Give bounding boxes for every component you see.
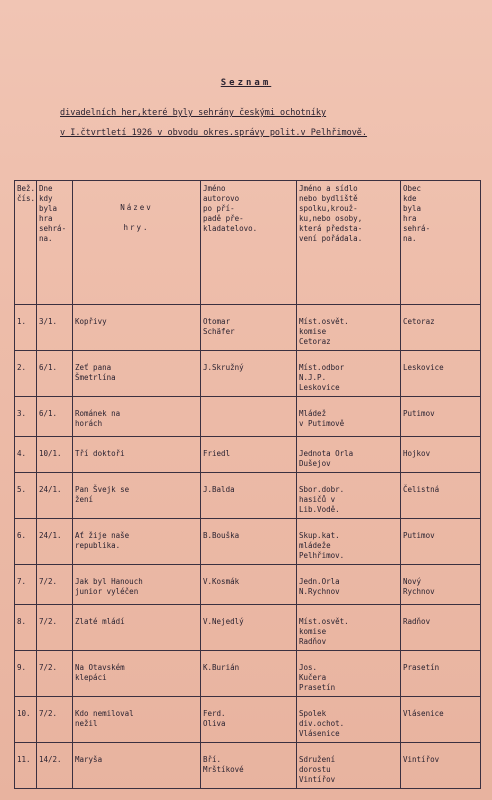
cell-society: Skup.kat. mládeže Pelhřimov. <box>297 519 401 565</box>
cell-author: J.Skružný <box>201 351 297 397</box>
cell-play-name: Zeť pana Šmetrlína <box>73 351 201 397</box>
cell-play-name: Na Otavském klepáci <box>73 651 201 697</box>
cell-date: 6/1. <box>37 397 73 437</box>
cell-number: 4. <box>15 437 37 473</box>
cell-date: 10/1. <box>37 437 73 473</box>
cell-author: V.Kosmák <box>201 565 297 605</box>
cell-place: Čelistná <box>401 473 481 519</box>
cell-play-name: Maryša <box>73 743 201 789</box>
cell-play-name: Tří doktoři <box>73 437 201 473</box>
cell-date: 7/2. <box>37 605 73 651</box>
cell-number: 5. <box>15 473 37 519</box>
cell-place: Vlásenice <box>401 697 481 743</box>
cell-author: Friedl <box>201 437 297 473</box>
cell-number: 1. <box>15 305 37 351</box>
header-play-name: Název hry. <box>73 181 201 305</box>
cell-society: Jedn.Orla N.Rychnov <box>297 565 401 605</box>
cell-place: Prasetín <box>401 651 481 697</box>
cell-society: Mládež v Putimově <box>297 397 401 437</box>
table-row <box>15 651 481 697</box>
cell-number: 9. <box>15 651 37 697</box>
cell-author: K.Burián <box>201 651 297 697</box>
cell-author: B.Bouška <box>201 519 297 565</box>
cell-society: Sbor.dobr. hasičů v Lib.Vodě. <box>297 473 401 519</box>
cell-number: 2. <box>15 351 37 397</box>
cell-date: 7/2. <box>37 651 73 697</box>
header-author: Jméno autorovo po pří- padě pře- kladatelovo. <box>201 181 297 305</box>
header-place: Obec kde byla hra sehrá- na. <box>401 181 481 305</box>
cell-author: J.Balda <box>201 473 297 519</box>
cell-place: Vintířov <box>401 743 481 789</box>
document-title: Seznam <box>220 78 272 88</box>
cell-play-name: Kdo nemiloval nežil <box>73 697 201 743</box>
cell-society: Míst.odbor N.J.P. Leskovice <box>297 351 401 397</box>
cell-play-name: Zlaté mládí <box>73 605 201 651</box>
cell-author: V.Nejedlý <box>201 605 297 651</box>
cell-number: 3. <box>15 397 37 437</box>
cell-society: Míst.osvět. komise Cetoraz <box>297 305 401 351</box>
cell-date: 24/1. <box>37 473 73 519</box>
table-row <box>15 519 481 565</box>
header-date: Dne kdy byla hra sehrá- na. <box>37 181 73 305</box>
cell-author: Bří. Mrštíkové <box>201 743 297 789</box>
cell-number: 11. <box>15 743 37 789</box>
table-row <box>15 305 481 351</box>
table-row <box>15 565 481 605</box>
cell-author: Otomar Schäfer <box>201 305 297 351</box>
table-row <box>15 351 481 397</box>
cell-number: 8. <box>15 605 37 651</box>
table-row <box>15 397 481 437</box>
cell-society: Míst.osvět. komise Radňov <box>297 605 401 651</box>
table-header-row <box>15 181 481 305</box>
header-society: Jméno a sídlo nebo bydliště spolku,krouž- ku,nebo osoby, která předsta- vení pořádala. <box>297 181 401 305</box>
cell-number: 7. <box>15 565 37 605</box>
cell-author: Ferd. Oliva <box>201 697 297 743</box>
cell-date: 24/1. <box>37 519 73 565</box>
cell-date: 3/1. <box>37 305 73 351</box>
cell-date: 7/2. <box>37 697 73 743</box>
cell-society: Jos. Kučera Prasetín <box>297 651 401 697</box>
cell-place: Hojkov <box>401 437 481 473</box>
header-number: Bež. čís. <box>15 181 37 305</box>
table-row <box>15 697 481 743</box>
cell-number: 10. <box>15 697 37 743</box>
cell-play-name: Kopřivy <box>73 305 201 351</box>
cell-number: 6. <box>15 519 37 565</box>
cell-place: Nový Rychnov <box>401 565 481 605</box>
cell-author <box>201 397 297 437</box>
cell-place: Cetoraz <box>401 305 481 351</box>
cell-place: Leskovice <box>401 351 481 397</box>
table-row <box>15 605 481 651</box>
cell-date: 14/2. <box>37 743 73 789</box>
subtitle-line-1: divadelních her,které byly sehrány českými ochotníky <box>60 108 327 118</box>
table-row <box>15 473 481 519</box>
cell-place: Putimov <box>401 519 481 565</box>
cell-society: Sdružení dorostu Vintířov <box>297 743 401 789</box>
cell-date: 6/1. <box>37 351 73 397</box>
subtitle-line-2: v I.čtvrtletí 1926 v obvodu okres.správy polit.v Pelhřimově. <box>60 128 368 138</box>
cell-play-name: Románek na horách <box>73 397 201 437</box>
cell-place: Putimov <box>401 397 481 437</box>
plays-table <box>14 180 481 789</box>
cell-society: Spolek div.ochot. Vlásenice <box>297 697 401 743</box>
table-row <box>15 437 481 473</box>
table-row <box>15 743 481 789</box>
cell-society: Jednota Orla Dušejov <box>297 437 401 473</box>
cell-place: Radňov <box>401 605 481 651</box>
cell-play-name: Pan Švejk se žení <box>73 473 201 519</box>
cell-play-name: Jak byl Hanouch junior vyléčen <box>73 565 201 605</box>
cell-play-name: Ať žije naše republika. <box>73 519 201 565</box>
cell-date: 7/2. <box>37 565 73 605</box>
